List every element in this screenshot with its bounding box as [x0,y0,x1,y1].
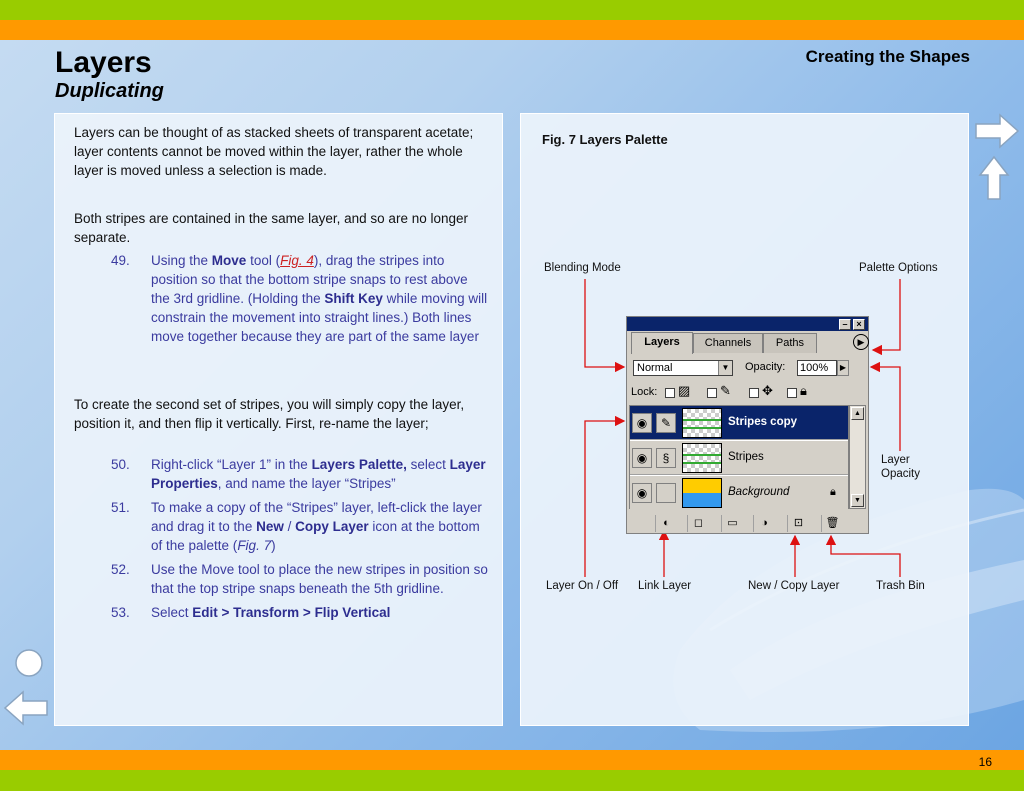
opacity-label: Opacity: [745,361,786,373]
adjustment-layer-icon[interactable]: ◑ [753,515,775,532]
lock-all-checkbox[interactable] [787,388,797,398]
step-number: 49. [111,253,130,268]
palette-bottom-toolbar [627,514,868,533]
step-text: , and name the layer “Stripes” [217,476,396,491]
copy-layer-keyword: Copy Layer [295,519,369,534]
step-52 [111,560,489,598]
layers-list [629,405,849,509]
layers-palette [626,316,869,534]
step-text: select [406,457,450,472]
top-orange-bar [0,20,1024,40]
minimize-icon[interactable]: – [839,319,851,330]
layer-name: Background [728,486,790,498]
lock-transparency-icon: ▨ [678,383,691,398]
callout-new-copy-layer: New / Copy Layer [748,580,840,592]
layers-scrollbar[interactable] [849,405,866,509]
new-set-folder-icon[interactable]: ▭ [721,515,743,532]
step-number: 53. [111,605,130,620]
step-text: / [283,519,296,534]
layer-style-icon[interactable]: ◐ [655,515,677,532]
layer-row-background[interactable] [630,476,848,510]
step-text: tool ( [246,253,281,268]
step-text: icon at the bottom of the palette ( [151,519,480,553]
opacity-input[interactable]: 100% [797,360,837,376]
layers-palette-keyword: Layers Palette, [311,457,407,472]
callout-layer-opacity: Layer Opacity [881,454,920,480]
scroll-up-icon[interactable]: ▲ [851,407,864,420]
bottom-green-bar [0,770,1024,791]
brush-icon: ✎ [720,383,731,398]
padlock-icon: 🔒︎ [830,486,836,498]
paragraph-second-stripes: To create the second set of stripes, you will simply copy the layer, position it, and then flip it vertically. First, re-name the layer; [74,397,465,431]
figure-panel [520,113,969,726]
step-text: Right-click “Layer 1” in the [151,457,312,472]
callout-trash-bin: Trash Bin [876,580,925,592]
fig-7-reference: Fig. 7 [237,538,272,553]
step-text: Using the [151,253,212,268]
move-icon: ✥ [762,383,773,398]
trash-icon[interactable]: 🗑︎ [821,515,843,532]
padlock-icon: 🔒︎ [800,383,807,398]
step-text: To make a copy of the “Stripes” layer, left-click the layer and drag it to the [151,500,482,534]
close-icon[interactable]: × [853,319,865,330]
layer-row-stripes[interactable] [630,441,848,475]
step-text: ) [271,538,276,553]
next-arrow-icon[interactable] [974,113,1020,149]
tab-channels[interactable]: Channels [693,333,763,353]
layer-properties-keyword: Layer Properties [151,457,486,491]
lock-image-checkbox[interactable] [707,388,717,398]
lock-transparency-checkbox[interactable] [665,388,675,398]
step-text: while moving will constrain the movement into straight lines.) Both lines move together because they are part of the same layer [151,291,488,344]
eye-icon[interactable]: ◉ [632,448,652,468]
blending-mode-select[interactable] [633,360,733,376]
top-green-bar [0,0,1024,20]
bottom-orange-bar [0,750,1024,770]
lock-label: Lock: [631,386,658,398]
scroll-down-icon[interactable]: ▼ [851,494,864,507]
page-subtitle: Duplicating [55,80,164,102]
figure-title: Fig. 7 Layers Palette [542,132,668,147]
empty-link-cell[interactable] [656,483,676,503]
eye-icon[interactable]: ◉ [632,483,652,503]
step-text: Select [151,605,193,620]
chevron-down-icon: ▼ [718,361,732,375]
step-number: 51. [111,500,130,515]
tab-layers[interactable]: Layers [631,332,693,354]
new-keyword: New [256,519,284,534]
layer-name: Stripes copy [728,416,798,428]
link-icon[interactable]: § [656,448,676,468]
step-49 [111,251,489,346]
step-53 [111,603,489,622]
move-keyword: Move [211,253,247,268]
step-list-2 [111,455,489,622]
page-title: Layers [55,46,152,79]
instructions-panel [54,113,503,726]
lock-position-checkbox[interactable] [749,388,759,398]
step-number: 52. [111,562,130,577]
shift-key-keyword: Shift Key [324,291,383,306]
new-layer-icon[interactable]: ⊡ [787,515,809,532]
layer-thumbnail [682,408,722,438]
layer-thumbnail [682,478,722,508]
flip-vertical-command: Edit > Transform > Flip Vertical [192,605,391,620]
callout-link-layer: Link Layer [638,580,692,592]
layer-row-stripes-copy[interactable] [630,406,848,440]
palette-options-icon[interactable]: ▶ [853,334,869,350]
eye-icon[interactable]: ◉ [632,413,652,433]
previous-arrow-icon[interactable] [3,690,49,726]
step-text: ), drag the stripes into position so that the bottom stripe snaps to rest above the 3rd gridline. (Holding the [151,253,468,306]
step-50 [111,455,489,493]
layer-thumbnail [682,443,722,473]
opacity-slider-arrow-icon[interactable]: ▶ [837,360,849,376]
callout-layer-on-off: Layer On / Off [546,580,619,592]
section-heading: Creating the Shapes [805,47,970,66]
paragraph-layers-intro: Layers can be thought of as stacked sheets of transparent acetate; layer contents cannot be moved within the layer, rather the whole layer is moved unless a selection is made. [74,125,474,178]
brush-icon: ✎ [656,413,676,433]
up-arrow-icon[interactable] [978,155,1010,201]
home-circle-icon[interactable] [14,648,44,678]
paragraph-stripes-same-layer: Both stripes are contained in the same layer, and so are no longer separate. [74,211,468,245]
step-51 [111,498,489,555]
callout-palette-options: Palette Options [859,262,938,274]
callout-blending-mode: Blending Mode [544,262,621,274]
add-mask-icon[interactable]: ◻ [687,515,709,532]
palette-titlebar [627,317,868,331]
blend-mode-value: Normal [637,362,673,374]
step-text: Use the Move tool to place the new stripes in position so that the top stripe snaps beneath the 5th gridline. [151,562,488,596]
layer-name: Stripes [728,451,764,463]
step-number: 50. [111,457,130,472]
step-list-1 [111,251,489,346]
fig-4-link[interactable]: Fig. 4 [280,253,314,268]
page-number: 16 [978,755,992,769]
tab-paths[interactable]: Paths [763,333,817,353]
